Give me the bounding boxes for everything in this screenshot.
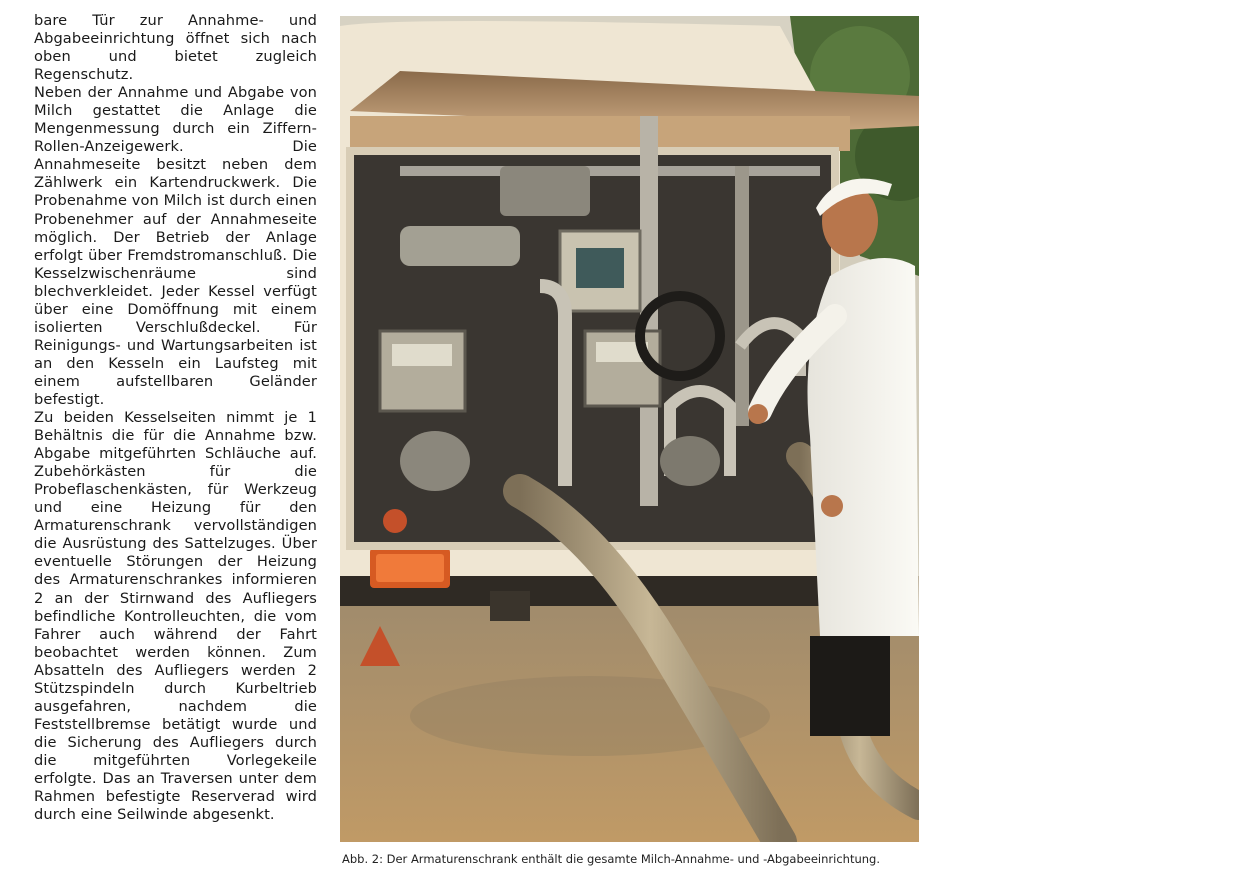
milk-tanker-cabinet-illustration: [340, 16, 919, 842]
counter-left: [380, 331, 465, 411]
figure-photo: [340, 16, 919, 842]
top-pipe: [400, 166, 820, 176]
article-text-column: [34, 12, 317, 824]
tank-fitting: [500, 166, 590, 216]
paragraph-accessories: Zu beiden Kesselseiten nimmt je 1 Behältnis die für die Annahme bzw. Abgabe mitgeführten Schläuche auf. Zubehörkästen für die Probeflaschenkästen, für Werkzeug und eine Heizung für den Armaturenschrank vervollständigen die Ausrüstung des Sattelzuges. Über eventuelle Störungen der Heizung des Armaturenschrankes informieren 2 an der Stirnwand des Aufliegers befindliche Kontrolleuchten, die vom Fahrer auch während der Fahrt beobachtet werden können. Zum Absatteln des Aufliegers werden 2 Stützspindeln durch Kurbeltrieb ausgefahren, nachdem die Feststellbremse betätigt wurde und die Sicherung des Aufliegers durch die mitgeführten Vorlegekeile erfolgte. Das an Traversen unter dem Rahmen befestigte Reserverad wird durch eine Seilwinde abgesenkt.: [34, 409, 317, 824]
figure-caption: Abb. 2: Der Armaturenschrank enthält die gesamte Milch-Annahme- und -Abgabeeinrichtung.: [342, 852, 880, 866]
paragraph-equipment: Neben der Annahme und Abgabe von Milch gestattet die Anlage die Mengenmessung durch ein Ziffern-Rollen-Anzeigewerk. Die Annahmeseite besitzt neben dem Zählwerk ein Kartendruckwerk. Die Probenahme von Milch ist durch einen Probenehmer auf der Annahmeseite möglich. Der Betrieb der Anlage erfolgt über Fremdstromanschluß. Die Kesselzwischenräume sind blechverkleidet. Jeder Kessel verfügt über eine Domöffnung mit einem isolierten Verschlußdeckel. Für Reinigungs- und Wartungsarbeiten ist an den Kesseln ein Laufsteg mit einem aufstellbaren Geländer befestigt.: [34, 84, 317, 408]
paragraph-intro: bare Tür zur Annahme- und Abgabeeinrichtung öffnet sich nach oben und bietet zugleich Regenschutz.: [34, 12, 317, 84]
worker-boots: [810, 636, 890, 736]
